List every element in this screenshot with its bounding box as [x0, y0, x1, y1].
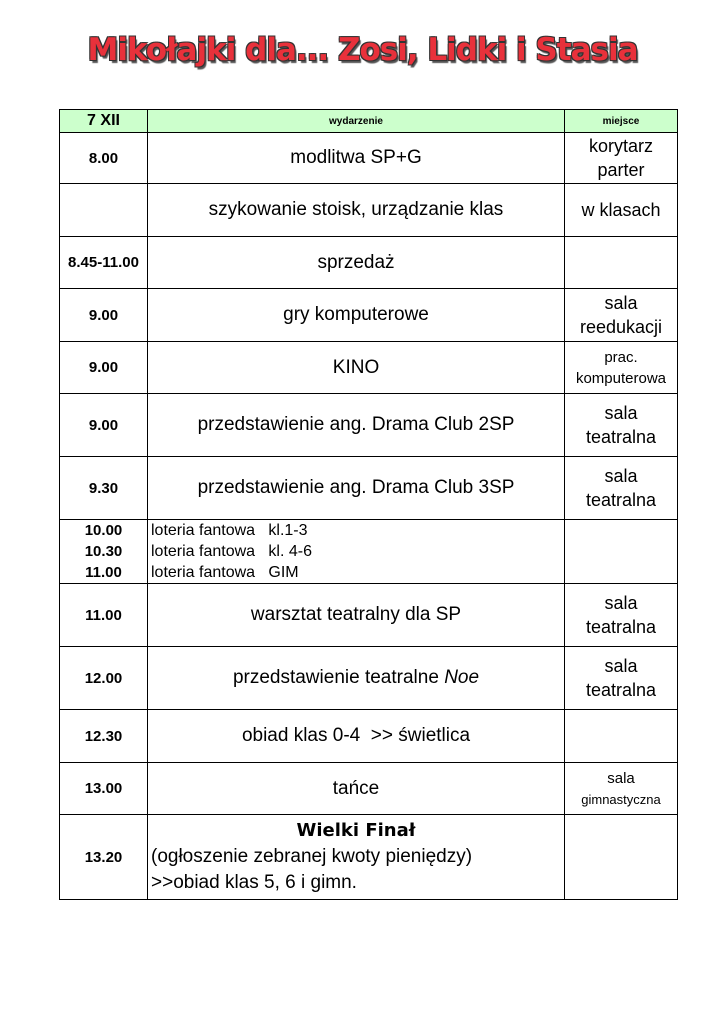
place-line: korytarz — [588, 136, 653, 156]
place-line: sala — [604, 466, 638, 486]
row-event: szykowanie stoisk, urządzanie klas — [148, 184, 565, 237]
row-place — [565, 237, 678, 289]
final-event — [148, 815, 565, 900]
final-line: >>obiad klas 5, 6 i gimn. — [151, 872, 357, 893]
place-line: sala — [607, 769, 635, 787]
final-line: (ogłoszenie zebranej kwoty pieniędzy) — [151, 846, 473, 867]
place-line: sala — [604, 403, 638, 423]
lottery-event: loteria fantowa kl. 4-6 — [151, 543, 312, 560]
row-event — [148, 647, 565, 710]
row-time: 13.20 — [60, 815, 148, 900]
table-header-row — [60, 110, 678, 133]
table-row — [60, 237, 678, 289]
place-line: teatralna — [585, 427, 657, 447]
place-line: teatralna — [585, 617, 657, 637]
row-event: KINO — [148, 342, 565, 394]
table-row-lottery — [60, 520, 678, 584]
final-title: Wielki Finał — [296, 820, 416, 841]
row-place — [565, 394, 678, 457]
row-place — [565, 184, 678, 237]
row-time: 11.00 — [60, 584, 148, 647]
table-row — [60, 184, 678, 237]
lottery-time: 10.00 — [84, 522, 123, 539]
table-row-final — [60, 815, 678, 900]
lottery-times — [60, 520, 148, 584]
row-event: warsztat teatralny dla SP — [148, 584, 565, 647]
page-title: Mikołajki dla... Zosi, Lidki i Stasia — [87, 32, 638, 68]
schedule-table — [59, 109, 678, 900]
row-place — [565, 457, 678, 520]
row-time: 12.30 — [60, 710, 148, 763]
row-place — [565, 520, 678, 584]
row-event: obiad klas 0-4 >> świetlica — [148, 710, 565, 763]
place-column-header: miejsce — [565, 110, 678, 133]
event-italic-title: Noe — [444, 667, 480, 688]
row-event: gry komputerowe — [148, 289, 565, 342]
place-line: parter — [597, 160, 645, 180]
row-place — [565, 763, 678, 815]
row-place — [565, 584, 678, 647]
place-line: sala — [604, 656, 638, 676]
lottery-time: 11.00 — [85, 564, 122, 581]
lottery-event: loteria fantowa kl.1-3 — [151, 522, 308, 539]
place-line: sala — [604, 293, 638, 313]
row-place — [565, 710, 678, 763]
table-row — [60, 763, 678, 815]
table-row — [60, 710, 678, 763]
event-text: przedstawienie teatralne — [232, 667, 445, 688]
row-event: modlitwa SP+G — [148, 133, 565, 184]
row-place — [565, 133, 678, 184]
place-line: w klasach — [581, 200, 661, 220]
row-place — [565, 289, 678, 342]
place-line: prac. — [604, 348, 638, 366]
table-row — [60, 647, 678, 710]
row-time: 9.00 — [60, 394, 148, 457]
table-row — [60, 584, 678, 647]
lottery-events — [148, 520, 565, 584]
event-column-header: wydarzenie — [148, 110, 565, 133]
table-row — [60, 394, 678, 457]
row-place — [565, 815, 678, 900]
row-place — [565, 647, 678, 710]
row-time: 9.30 — [60, 457, 148, 520]
row-time: 8.00 — [60, 133, 148, 184]
table-row — [60, 342, 678, 394]
lottery-event: loteria fantowa GIM — [151, 564, 299, 581]
place-line: reedukacji — [579, 317, 663, 337]
row-time: 13.00 — [60, 763, 148, 815]
place-line: komputerowa — [575, 369, 667, 387]
row-event: przedstawienie ang. Drama Club 2SP — [148, 394, 565, 457]
row-event: sprzedaż — [148, 237, 565, 289]
place-line: teatralna — [585, 490, 657, 510]
place-line: teatralna — [585, 680, 657, 700]
row-event: przedstawienie ang. Drama Club 3SP — [148, 457, 565, 520]
place-line: gimnastyczna — [581, 791, 661, 807]
row-place — [565, 342, 678, 394]
row-time: 9.00 — [60, 289, 148, 342]
table-row — [60, 133, 678, 184]
row-time: 9.00 — [60, 342, 148, 394]
place-line: sala — [604, 593, 638, 613]
row-time: 8.45-11.00 — [60, 237, 148, 289]
row-event: tańce — [148, 763, 565, 815]
table-row — [60, 457, 678, 520]
lottery-time: 10.30 — [84, 543, 123, 560]
table-row — [60, 289, 678, 342]
day-header: 7 XII — [60, 110, 148, 133]
row-time — [60, 184, 148, 237]
row-time: 12.00 — [60, 647, 148, 710]
